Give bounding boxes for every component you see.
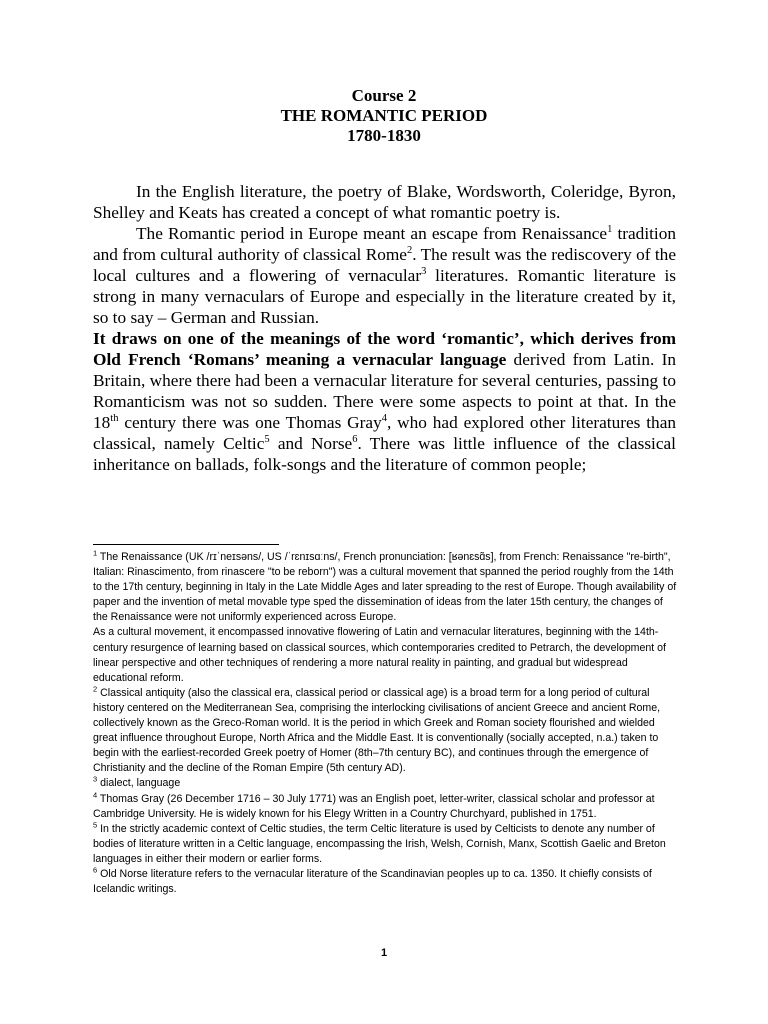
footnote-2-text: Classical antiquity (also the classical era, classical period or classical age) is a broad term for a long period of cultural history centered on the Mediterranean Sea, comprising the interlocking civilisations of ancient Greece and ancient Rome, collectively known as the Greco-Roman world. It is the period in which Greek and Roman society flourished and wielded great influence throughout Europe, North Africa and the Middle East. It is conventionally (socially accepted, n.a.) taken to begin with the earliest-recorded Greek poetry of Homer (8th–7th century BC), and continues through the emergence of Christianity and the decline of the Roman Empire (5th century AD). [93,686,661,775]
footnote-1 [93,550,678,625]
footnote-5-mark: 5 [93,820,98,830]
footnote-3 [93,776,678,791]
footnote-1-continued: As a cultural movement, it encompassed innovative flowering of Latin and vernacular literatures, beginning with the 14th-century resurgence of learning based on classical sources, which contemporaries credited to Petrarch, the development of linear perspective and other techniques of rendering a more natural reality in painting, and gradual but widespread educational reform. [93,626,666,684]
footnote-6-text: Old Norse literature refers to the vernacular literature of the Scandinavian peoples up to ca. 1350. It chiefly consists of Icelandic writings. [93,867,652,896]
paragraph-2-text-c: . The result was the rediscovery of the local cultures and a flowering of vernacular [93,245,676,285]
paragraph-2-text-d: literatures. Romantic literature is strong in many vernaculars of Europe and especially in the literature created by it, so to say – German and Russian. [93,266,676,327]
footnote-ref-5[interactable]: 5 [264,434,270,446]
paragraph-2 [93,223,676,328]
footnote-2 [93,686,678,777]
paragraph-3-text-b: century there was one Thomas Gray [118,413,382,432]
footnotes [93,550,678,897]
superscript-th: th [110,413,119,425]
paragraph-3-text-d: and Norse [269,434,353,453]
footnote-ref-4[interactable]: 4 [381,413,387,425]
footnote-1-mark: 1 [93,548,98,558]
footnote-5 [93,822,678,867]
footnote-2-mark: 2 [93,684,98,694]
body-text [93,181,676,475]
footnote-4-mark: 4 [93,789,98,799]
paragraph-3-text-a: derived from Latin. In Britain, where there had been a vernacular literature for several centuries, passing to Romanticism was not so sudden. There were some aspects to point at that. In the 18 [93,350,676,432]
paragraph-1: In the English literature, the poetry of Blake, Wordsworth, Coleridge, Byron, Shelley and Keats has created a concept of what romantic poetry is. [93,182,676,222]
course-label: Course 2 [351,86,417,105]
footnote-6-mark: 6 [93,865,98,875]
footnote-ref-2[interactable]: 2 [406,245,413,257]
footnote-ref-6[interactable]: 6 [352,434,358,446]
footnote-ref-3[interactable]: 3 [421,266,427,278]
footnote-4-text: Thomas Gray (26 December 1716 – 30 July 1771) was an English poet, letter-writer, classical scholar and professor at Cambridge University. He is widely known for his Elegy Written in a Country Churchyard, published in 1751. [93,792,655,820]
footnote-5-text: In the strictly academic context of Celtic studies, the term Celtic literature is used by Celticists to denote any number of bodies of literature written in a Celtic language, encompassing the Irish, Welsh, Cornish, Manx, Scottish Gaelic and Breton languages in either their modern or earlier forms. [93,822,666,865]
paragraph-2-text-b: tradition and from cultural authority of classical Rome [93,224,677,264]
footnote-3-mark: 3 [93,774,98,784]
footnote-ref-1[interactable]: 1 [607,224,613,236]
paragraph-3-bold-lead: It draws on one of the meanings of the word ‘romantic’, which derives from Old French ‘Romans’ meaning a vernacular language [93,329,676,369]
page-number: 1 [380,947,388,959]
footnote-1-text: The Renaissance (UK /rɪˈneɪsəns/, US /ˈrɛnɪsɑːns/, French pronunciation: [ʁənɛsɑ̃s], from French: Renaissance "re-birth", Italian: Rinascimento, from rinascere "to be reborn") was a cultural movement that spanned the period roughly from the 14th to the 17th century, beginning in Italy in the Late Middle Ages and later spreading to the rest of Europe. Though availability of paper and the invention of metal movable type sped the dissemination of ideas from the later 15th century, the changes of the Renaissance were not uniformly experienced across Europe. [93,551,677,624]
paragraph-3 [93,328,676,475]
footnote-3-text: dialect, language [97,777,181,790]
footnote-separator [93,544,279,545]
course-title: THE ROMANTIC PERIOD [280,106,488,125]
paragraph-2-text-a: The Romantic period in Europe meant an escape from Renaissance [136,224,608,243]
paragraph-3-text-e: . There was little influence of the classical inheritance on ballads, folk-songs and the literature of common people; [93,434,676,474]
paragraph-3-text-c: , who had explored other literatures than classical, namely Celtic [93,413,677,453]
footnote-6 [93,867,678,897]
footnote-4 [93,789,678,822]
course-dates: 1780-1830 [347,126,421,145]
course-heading [0,86,768,146]
